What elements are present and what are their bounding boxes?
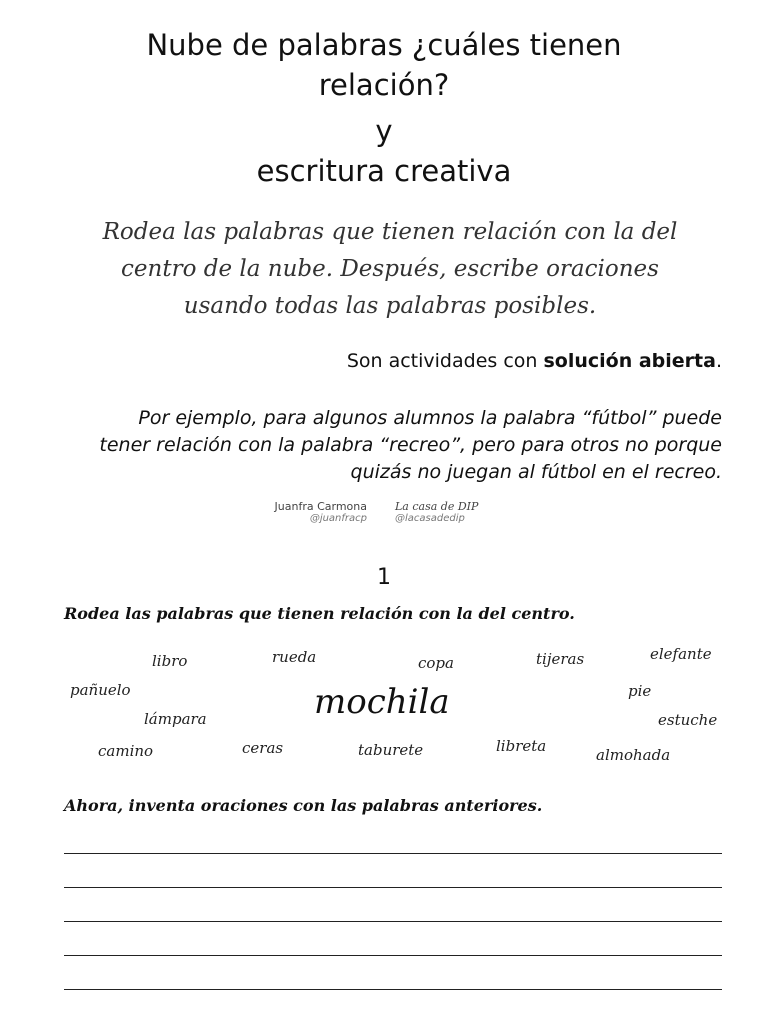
- cloud-word[interactable]: rueda: [272, 648, 317, 666]
- exercise-instruction: Rodea las palabras que tienen relación con la del centro.: [64, 604, 575, 623]
- cloud-word[interactable]: libreta: [496, 737, 547, 755]
- example-line-2: tener relación con la palabra “recreo”, pero para otros no porque: [99, 434, 722, 456]
- example-line-3: quizás no juegan al fútbol en el recreo.: [350, 461, 722, 483]
- writing-line[interactable]: [64, 887, 722, 888]
- author-name: Juanfra Carmona: [274, 500, 367, 513]
- intro-line-1: Rodea las palabras que tienen relación con la del: [102, 219, 678, 245]
- note-suffix: .: [715, 350, 722, 372]
- cloud-word[interactable]: lámpara: [144, 710, 207, 728]
- intro-line-2: centro de la nube. Después, escribe oraciones: [121, 256, 659, 282]
- title-line-1: Nube de palabras ¿cuáles tienen: [146, 28, 622, 62]
- cloud-word[interactable]: libro: [152, 652, 188, 670]
- note-prefix: Son actividades con: [346, 350, 544, 372]
- writing-line[interactable]: [64, 955, 722, 956]
- brand-credit: [395, 500, 478, 524]
- title-line-2: relación?: [318, 68, 450, 102]
- brand-name: La casa de DIP: [395, 500, 479, 513]
- center-word: mochila: [314, 682, 450, 722]
- cloud-word[interactable]: camino: [98, 742, 154, 760]
- exercise-number: 1: [377, 565, 391, 590]
- cloud-word[interactable]: ceras: [242, 739, 284, 757]
- writing-line[interactable]: [64, 989, 722, 990]
- note-bold: solución abierta: [543, 350, 716, 372]
- brand-handle: @lacasadedip: [395, 513, 465, 524]
- cloud-word[interactable]: estuche: [658, 711, 718, 729]
- intro-instructions: [50, 214, 730, 325]
- example-line-1: Por ejemplo, para algunos alumnos la palabra “fútbol” puede: [138, 407, 722, 429]
- author-credit: [272, 500, 367, 524]
- example-paragraph: [40, 405, 722, 486]
- intro-line-3: usando todas las palabras posibles.: [183, 293, 597, 319]
- cloud-word[interactable]: tijeras: [536, 650, 585, 668]
- author-handle: @juanfracp: [309, 513, 367, 524]
- cloud-word[interactable]: elefante: [650, 645, 712, 663]
- writing-line[interactable]: [64, 921, 722, 922]
- writing-instruction: Ahora, inventa oraciones con las palabras anteriores.: [64, 796, 543, 815]
- cloud-word[interactable]: almohada: [596, 746, 671, 764]
- writing-line[interactable]: [64, 853, 722, 854]
- cloud-word[interactable]: pañuelo: [70, 681, 131, 699]
- title-line-3: y: [375, 114, 393, 148]
- open-solution-note: [347, 350, 722, 372]
- title-line-4: escritura creativa: [256, 154, 512, 188]
- cloud-word[interactable]: pie: [628, 682, 652, 700]
- cloud-word[interactable]: copa: [418, 654, 454, 672]
- cloud-word[interactable]: taburete: [358, 741, 424, 759]
